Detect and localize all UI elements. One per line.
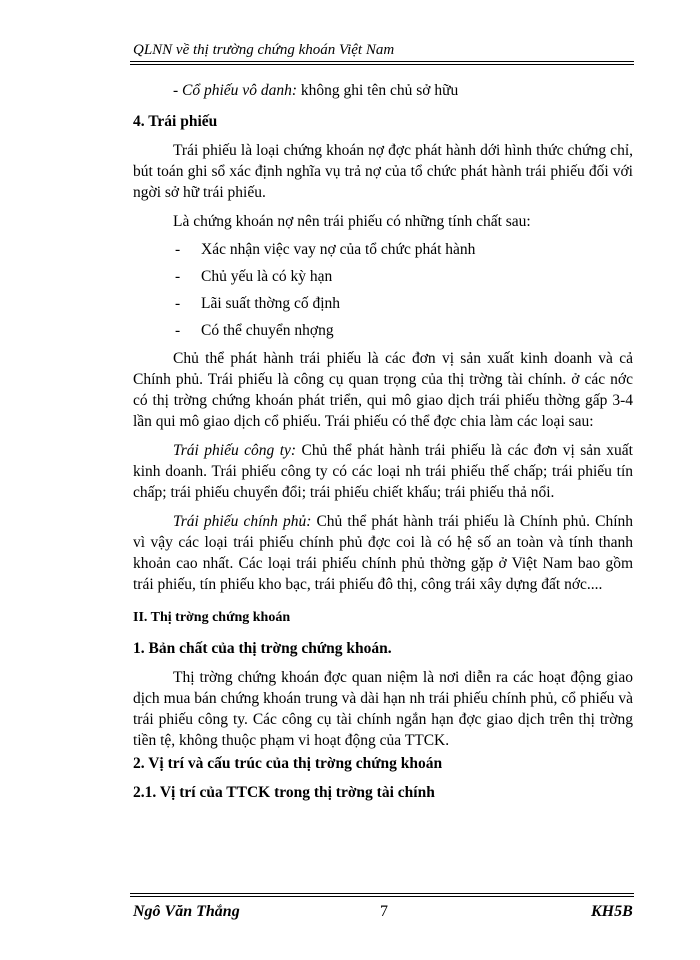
list-item: - Lãi suất thờng cố định (175, 295, 341, 312)
paragraph-government-bonds: Trái phiếu chính phủ: Chủ thể phát hành trái phiếu là Chính phủ. Chính vì vậy các loại trái phiếu chính phủ đợc coi là có hệ số an toàn và tính thanh khoản cao nhất. Các loại trái phiếu chính phủ thờng gặp ở Việt Nam bao gồm trái phiếu, tín phiếu kho bạc, trái phiếu đô thị, công trái xây dựng đất nớc.... (133, 513, 634, 593)
list-item: - Xác nhận việc vay nợ của tổ chức phát hành (175, 241, 476, 258)
heading-position: 2.1. Vị trí của TTCK trong thị trờng tài chính (133, 784, 435, 801)
page-body (133, 80, 633, 803)
term-anonymous-share: - Cổ phiếu vô danh: (173, 82, 297, 99)
page-number: 7 (380, 903, 388, 920)
paragraph-market-nature: Thị trờng chứng khoán đợc quan niệm là nơi diễn ra các hoạt động giao dịch mua bán chứng khoán trung và dài hạn nh trái phiếu chính phủ, cổ phiếu và trái phiếu công ty. Các công cụ tài chính ngắn hạn đợc giao dịch trên thị trờng tiền tệ, không thuộc phạm vi hoạt động của TTCK. (133, 669, 633, 749)
footer-rule-thin (130, 896, 634, 897)
header-rule (130, 61, 634, 62)
list-item: - Chủ yếu là có kỳ hạn (175, 268, 333, 285)
term-corporate-bonds: Trái phiếu công ty: (173, 442, 297, 459)
heading-position-structure: 2. Vị trí và cấu trúc của thị trờng chứng khoán (133, 755, 443, 772)
paragraph-corporate-bonds: Trái phiếu công ty: Chủ thể phát hành trái phiếu là các đơn vị sản xuất kinh doanh. Trái phiếu công ty có các loại nh trái phiếu thế chấp; trái phiếu tín chấp; trái phiếu chuyển đổi; trái phiếu chiết khấu; trái phiếu thả nổi. (133, 442, 633, 501)
header-rule-thin (130, 64, 634, 65)
footer-rule (130, 893, 634, 894)
paragraph-bond-properties: Là chứng khoán nợ nên trái phiếu có những tính chất sau: (173, 213, 531, 230)
term-government-bonds: Trái phiếu chính phủ: (173, 513, 312, 530)
paragraph-anonymous-share (133, 80, 633, 101)
footer-author: Ngô Văn Thắng (133, 903, 240, 920)
heading-nature: 1. Bản chất của thị trờng chứng khoán. (133, 640, 392, 657)
paragraph-bond-issuers: Chủ thể phát hành trái phiếu là các đơn vị sản xuất kinh doanh và cả Chính phủ. Trái phiếu là công cụ quan trọng của thị trờng tài chính. ở các nớc có thị trờng chứng khoán phát triển, qui mô giao dịch trái phiếu thờng gấp 3-4 lần qui mô giao dịch cổ phiếu. Trái phiếu có thể đợc chia làm các loại sau: (133, 350, 633, 430)
header-title: QLNN về thị trường chứng khoán Việt Nam (133, 42, 395, 58)
footer-class: KH5B (591, 903, 633, 920)
paragraph-bond-definition: Trái phiếu là loại chứng khoán nợ đợc phát hành dới hình thức chứng chỉ, bút toán ghi sổ xác định nghĩa vụ trả nợ của tổ chức phát hành trái phiếu đối với ngời sở hữ trái phiếu. (133, 142, 633, 201)
heading-bonds: 4. Trái phiếu (133, 113, 218, 130)
list-item: - Có thể chuyển nhợng (175, 322, 334, 339)
text-anonymous-share: không ghi tên chủ sở hữu (296, 82, 459, 99)
heading-section-2: II. Thị trờng chứng khoán (133, 610, 291, 625)
